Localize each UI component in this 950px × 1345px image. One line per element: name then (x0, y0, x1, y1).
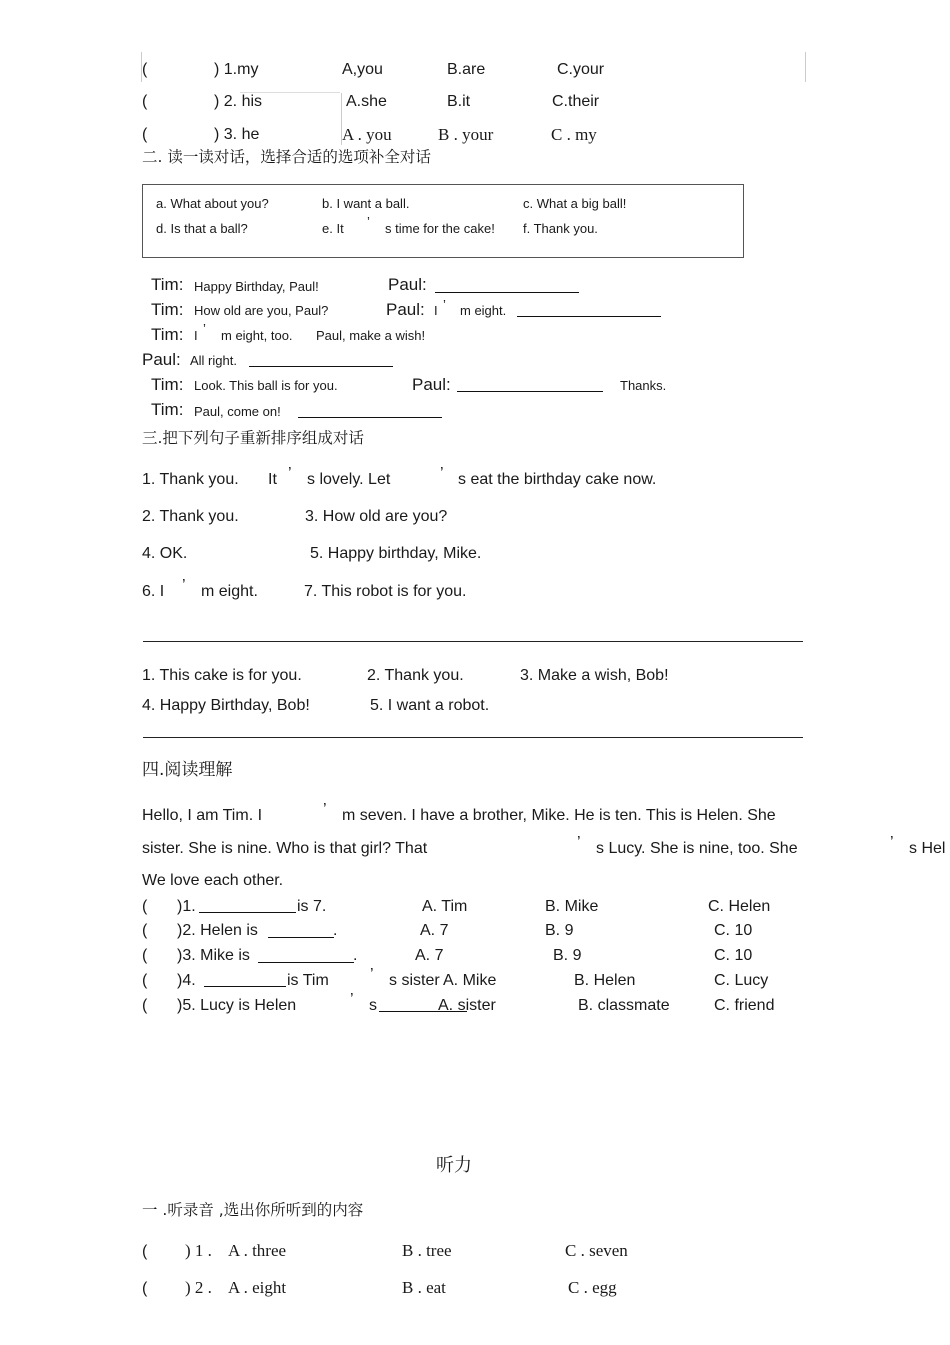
sentence: 5. I want a robot. (370, 697, 490, 714)
option-c: C.your (557, 61, 605, 78)
option-b: B. 9 (553, 947, 582, 964)
apostrophe: ’ (323, 801, 327, 818)
question: )2. Helen is (177, 922, 258, 939)
question-rest: . (353, 947, 358, 964)
answer-line (143, 641, 803, 642)
sentence: 1. This cake is for you. (142, 667, 302, 684)
answer-blank (457, 391, 603, 392)
question: ) 1 . (185, 1241, 212, 1260)
dialogue-line: How old are you, Paul? (194, 303, 329, 318)
question-rest: s sister (389, 972, 440, 989)
option-b: B. classmate (578, 997, 670, 1014)
answer-blank (517, 316, 661, 317)
speaker-tim: Tim: (151, 275, 184, 294)
paren: ( (142, 1280, 148, 1297)
question: ) 2 . (185, 1278, 212, 1297)
dialogue-line: Thanks. (620, 378, 667, 393)
sentence: s eat the birthday cake now. (458, 471, 657, 488)
speaker-paul: Paul: (142, 350, 181, 369)
option-b: B.it (447, 93, 471, 110)
question-rest: . (333, 922, 338, 939)
option-b: B. 9 (545, 922, 574, 939)
option-a: A. sister (438, 997, 496, 1014)
option-a: A . three (228, 1241, 287, 1260)
option-b: B . your (438, 125, 494, 144)
apostrophe: ’ (577, 834, 581, 851)
part2-title: 二. 读一读对话，选择合适的选项补全对话 (142, 148, 431, 166)
question: ) 2. his (214, 93, 263, 110)
option-c: C.their (552, 93, 600, 110)
apostrophe: ’ (288, 465, 292, 482)
apostrophe: ’ (182, 577, 186, 594)
sentence: 6. I (142, 583, 165, 600)
sentence: It (268, 471, 277, 488)
part3-title: 三.把下列句子重新排序组成对话 (142, 429, 364, 447)
answer-line (143, 737, 803, 738)
passage-text: m seven. I have a brother, Mike. He is ten. This is Helen. She (342, 807, 776, 824)
sentence: 4. Happy Birthday, Bob! (142, 697, 310, 714)
paren: ( (142, 126, 148, 143)
question: )1. (177, 898, 196, 915)
sentence: 1. Thank you. (142, 471, 239, 488)
dialogue-line: m eight, too. (221, 328, 293, 343)
question-rest: is Tim (287, 972, 329, 989)
dialogue-line: All right. (190, 353, 237, 368)
sentence: 7. This robot is for you. (304, 583, 467, 600)
speaker-tim: Tim: (151, 400, 184, 419)
passage-text: We love each other. (142, 872, 284, 889)
dialogue-line: Paul, make a wish! (316, 328, 426, 343)
sentence: 4. OK. (142, 545, 188, 562)
answer-blank (435, 292, 579, 293)
option-f: f. Thank you. (523, 221, 598, 236)
sentence: 2. Thank you. (142, 508, 239, 525)
listening-subtitle: 一 .听录音 ,选出你所听到的内容 (142, 1201, 364, 1219)
option-c: C . my (551, 125, 597, 144)
apostrophe: ’ (203, 321, 206, 336)
answer-blank (298, 417, 442, 418)
option-b: B . eat (402, 1278, 446, 1297)
speaker-paul: Paul: (412, 375, 451, 394)
option-c: C. 10 (714, 947, 753, 964)
question: )3. Mike is (177, 947, 250, 964)
option-a: A . you (342, 125, 392, 144)
dialogue-line: I (434, 303, 438, 318)
listening-title: 听力 (436, 1155, 472, 1176)
apostrophe: ’ (890, 834, 894, 851)
option-a: A. 7 (420, 922, 449, 939)
option-a: a. What about you? (156, 196, 269, 211)
sentence: m eight. (201, 583, 258, 600)
paren: ( (142, 1243, 148, 1260)
speaker-tim: Tim: (151, 375, 184, 394)
paren: ( (142, 947, 148, 964)
option-c: C. 10 (714, 922, 753, 939)
sentence: 2. Thank you. (367, 667, 464, 684)
option-a: A. Tim (422, 898, 468, 915)
question: ) 1.my (214, 61, 259, 78)
paren: ( (142, 898, 148, 915)
option-a: A.she (346, 93, 387, 110)
option-c: C. Helen (708, 898, 771, 915)
option-b: B.are (447, 61, 486, 78)
apostrophe: ’ (350, 991, 354, 1008)
option-c: c. What a big ball! (523, 196, 627, 211)
dialogue-line: m eight. (460, 303, 507, 318)
dialogue-line: Paul, come on! (194, 404, 281, 419)
apostrophe: ’ (443, 297, 446, 312)
question: )4. (177, 972, 196, 989)
dialogue-line: I (194, 328, 198, 343)
sentence: 5. Happy birthday, Mike. (310, 545, 482, 562)
option-a: A. Mike (443, 972, 497, 989)
speaker-tim: Tim: (151, 325, 184, 344)
paren: ( (142, 93, 148, 110)
option-b: B . tree (402, 1241, 452, 1260)
sentence: s lovely. Let (307, 471, 391, 488)
option-e-rest: s time for the cake! (385, 221, 495, 236)
question-rest: is 7. (297, 898, 327, 915)
apostrophe: ’ (440, 465, 444, 482)
passage-text: s Hel (909, 840, 946, 857)
paren: ( (142, 922, 148, 939)
option-b: b. I want a ball. (322, 196, 410, 211)
question: )5. Lucy is Helen (177, 997, 297, 1014)
option-c: C . egg (568, 1278, 617, 1297)
sentence: 3. Make a wish, Bob! (520, 667, 669, 684)
option-c: C . seven (565, 1241, 628, 1260)
speaker-tim: Tim: (151, 300, 184, 319)
answer-blank (249, 366, 393, 367)
question-rest: s (369, 997, 377, 1014)
option-a: A,you (342, 61, 383, 78)
dialogue-line: Look. This ball is for you. (194, 378, 338, 393)
answer-blank (204, 986, 286, 987)
speaker-paul: Paul: (386, 300, 425, 319)
option-c: C. friend (714, 997, 775, 1014)
passage-text: s Lucy. She is nine, too. She (596, 840, 798, 857)
apostrophe: ’ (370, 966, 374, 983)
option-c: C. Lucy (714, 972, 769, 989)
answer-blank (199, 912, 296, 913)
option-a: A . eight (228, 1278, 287, 1297)
option-e: e. It (322, 221, 344, 236)
answer-blank (268, 937, 334, 938)
paren: ( (142, 997, 148, 1014)
passage-text: sister. She is nine. Who is that girl? That (142, 840, 428, 857)
dialogue-line: Happy Birthday, Paul! (194, 279, 319, 294)
paren: ( (142, 61, 148, 78)
answer-blank (258, 962, 354, 963)
option-b: B. Mike (545, 898, 599, 915)
option-a: A. 7 (415, 947, 444, 964)
sentence: 3. How old are you? (305, 508, 448, 525)
passage-text: Hello, I am Tim. I (142, 807, 263, 824)
question: ) 3. he (214, 126, 260, 143)
apostrophe: ’ (367, 214, 370, 229)
part4-title: 四.阅读理解 (142, 760, 233, 780)
edge-line (805, 52, 806, 82)
option-d: d. Is that a ball? (156, 221, 248, 236)
option-b: B. Helen (574, 972, 636, 989)
speaker-paul: Paul: (388, 275, 427, 294)
paren: ( (142, 972, 148, 989)
